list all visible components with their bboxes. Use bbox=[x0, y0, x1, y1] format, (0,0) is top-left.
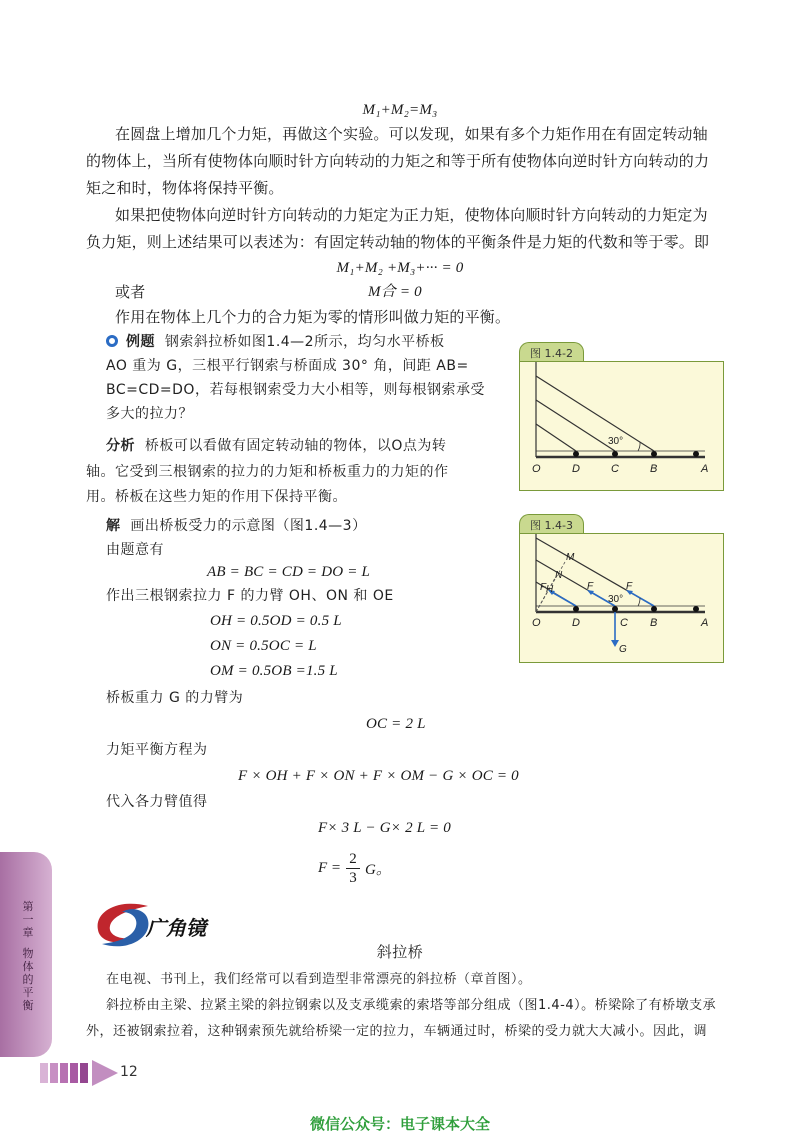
fig2-label-m: M bbox=[566, 552, 575, 563]
eq-sub: F× 3 L − G× 2 L = 0 bbox=[318, 820, 451, 836]
arrow-bars-icon bbox=[40, 1060, 118, 1086]
eq-ab-bc: AB = BC = CD = DO = L bbox=[207, 564, 371, 580]
fig2-label-o: O bbox=[532, 617, 541, 629]
eq-om: OM = 0.5OB =1.5 L bbox=[210, 663, 338, 679]
fig1-tab: 图 1.4-2 bbox=[519, 342, 584, 363]
fig1-label-c: C bbox=[611, 463, 619, 475]
analysis-label: 分析 bbox=[106, 438, 135, 454]
fig1-label-a: A bbox=[701, 463, 709, 475]
fig2-angle-label: 30° bbox=[608, 594, 624, 605]
solution-label: 解 bbox=[106, 518, 121, 534]
fig2-angle-arc bbox=[638, 598, 640, 606]
solution-intro: 画出桥板受力的示意图（图1.4—3） bbox=[130, 518, 367, 534]
example-label: 例题 bbox=[126, 334, 155, 350]
wide-angle-title: 斜拉桥 bbox=[376, 943, 424, 961]
example-line1 bbox=[106, 330, 445, 354]
footer-watermark: 微信公众号：电子课本大全 bbox=[309, 1115, 490, 1133]
eq-oh: OH = 0.5OD = 0.5 L bbox=[210, 613, 342, 629]
fig2-label-f3: F bbox=[626, 581, 633, 592]
fig1-cable-b bbox=[536, 376, 654, 451]
fig2-point-a bbox=[693, 606, 699, 612]
fig1-label-o: O bbox=[532, 463, 541, 475]
fig2-label-c: C bbox=[620, 617, 628, 629]
fig2-label-d: D bbox=[572, 617, 580, 629]
fig2-force-b bbox=[628, 591, 654, 606]
para1-line2: 的物体上，当所有使物体向顺时针方向转动的力矩之和等于所有使物体向逆时针方向转动的力 bbox=[86, 152, 710, 170]
result-prefix: F = bbox=[318, 859, 342, 876]
eq-result bbox=[318, 845, 391, 891]
example-icon bbox=[106, 335, 118, 347]
solution-line1 bbox=[106, 514, 367, 538]
result-fraction bbox=[346, 850, 360, 887]
solution-substitute: 代入各力臂值得 bbox=[106, 794, 208, 810]
result-suffix: G。 bbox=[365, 861, 391, 878]
fig2-arm-oh bbox=[536, 594, 546, 612]
result-numerator: 2 bbox=[349, 850, 357, 867]
fig2-point-b bbox=[651, 606, 657, 612]
wide-angle-line1: 在电视、书刊上，我们经常可以看到造型非常漂亮的斜拉桥（章首图）。 bbox=[106, 972, 532, 987]
page-number: 12 bbox=[120, 1064, 138, 1080]
formula-net: M合 = 0 bbox=[368, 284, 422, 300]
example-line4: 多大的拉力？ bbox=[106, 406, 193, 422]
fig2-label-f1: F bbox=[540, 582, 547, 593]
para2-line1: 如果把使物体向逆时针方向转动的力矩定为正力矩，使物体向顺时针方向转动的力矩定为 bbox=[115, 206, 708, 224]
fig1-point-d bbox=[573, 451, 579, 457]
figure-1-4-3 bbox=[519, 533, 724, 663]
eq-oc: OC = 2 L bbox=[366, 716, 426, 732]
wide-angle-logo-text: 广角镜 bbox=[146, 916, 206, 940]
fig1-point-a bbox=[693, 451, 699, 457]
fig2-tab: 图 1.4-3 bbox=[519, 514, 584, 535]
fig2-point-d bbox=[573, 606, 579, 612]
fig1-diagram bbox=[520, 362, 723, 490]
fig1-point-c bbox=[612, 451, 618, 457]
fig2-label-g: G bbox=[619, 644, 627, 655]
fig2-label-a: A bbox=[701, 617, 709, 629]
analysis-line2: 轴。它受到三根钢索的拉力的力矩和桥板重力的力矩的作 bbox=[86, 464, 449, 480]
formula-top: M₁+M₂=M₃ bbox=[362, 102, 438, 118]
solution-arms-intro: 作出三根钢索拉力 F 的力臂 OH、ON 和 OE bbox=[106, 588, 394, 604]
eq-balance: F × OH + F × ON + F × OM − G × OC = 0 bbox=[238, 768, 519, 784]
fig1-cable-d bbox=[536, 424, 576, 451]
page-marker-bars bbox=[40, 1060, 118, 1086]
example-text-1: 钢索斜拉桥如图1.4—2所示，均匀水平桥板 bbox=[164, 334, 445, 350]
fig1-label-b: B bbox=[650, 463, 658, 475]
example-line3: BC=CD=DO，若每根钢索受力大小相等，则每根钢索承受 bbox=[106, 382, 485, 398]
result-denominator: 3 bbox=[349, 869, 357, 886]
fig2-gravity-head bbox=[611, 640, 619, 647]
example-line2: AO 重为 G，三根平行钢索与桥面成 30° 角，间距 AB= bbox=[106, 358, 469, 374]
solution-gravity-arm: 桥板重力 G 的力臂为 bbox=[106, 690, 244, 706]
fig2-label-f2: F bbox=[587, 581, 594, 592]
fig2-label-h: H bbox=[546, 584, 554, 595]
or-label: 或者 bbox=[115, 283, 146, 301]
solution-by-given: 由题意有 bbox=[106, 542, 164, 558]
fig1-angle-arc bbox=[638, 442, 640, 451]
analysis-text-1: 桥板可以看做有固定转动轴的物体，以O点为转 bbox=[144, 438, 447, 454]
fig1-cable-c bbox=[536, 400, 615, 451]
chapter-side-label bbox=[20, 900, 36, 1012]
solution-balance-label: 力矩平衡方程为 bbox=[106, 742, 208, 758]
wide-angle-line2: 斜拉桥由主梁、拉紧主梁的斜拉钢索以及支承缆索的索塔等部分组成（图1.4-4）。桥梁除了有桥墩支承 bbox=[106, 998, 717, 1013]
para1-line1: 在圆盘上增加几个力矩，再做这个实验。可以发现，如果有多个力矩作用在有固定转动轴 bbox=[115, 125, 708, 143]
fig1-angle-label: 30° bbox=[608, 436, 624, 447]
para3: 作用在物体上几个力的合力矩为零的情形叫做力矩的平衡。 bbox=[115, 308, 511, 326]
analysis-line1 bbox=[106, 434, 446, 458]
figure-1-4-2 bbox=[519, 361, 724, 491]
fig1-point-b bbox=[651, 451, 657, 457]
fig2-label-n: N bbox=[555, 570, 563, 581]
fig2-label-b: B bbox=[650, 617, 658, 629]
chapter-topic: 物体的平衡 bbox=[22, 947, 34, 1012]
eq-on: ON = 0.5OC = L bbox=[210, 638, 317, 654]
fig2-point-c bbox=[612, 606, 618, 612]
para2-line2: 负力矩，则上述结果可以表述为：有固定转动轴的物体的平衡条件是力矩的代数和等于零。即 bbox=[86, 233, 710, 251]
wide-angle-line3: 外，还被钢索拉着，这种钢索预先就给桥梁一定的拉力，车辆通过时，桥梁的受力就大大减小。因此，调 bbox=[86, 1024, 708, 1039]
fig1-label-d: D bbox=[572, 463, 580, 475]
chapter-number: 第一章 bbox=[22, 900, 34, 939]
formula-sum: M₁+M₂ +M₃+··· = 0 bbox=[336, 260, 464, 276]
para1-line3: 矩之和时，物体将保持平衡。 bbox=[86, 179, 284, 197]
analysis-line3: 用。桥板在这些力矩的作用下保持平衡。 bbox=[86, 489, 347, 505]
fig2-diagram bbox=[520, 534, 723, 662]
fig2-force-d bbox=[550, 591, 576, 606]
